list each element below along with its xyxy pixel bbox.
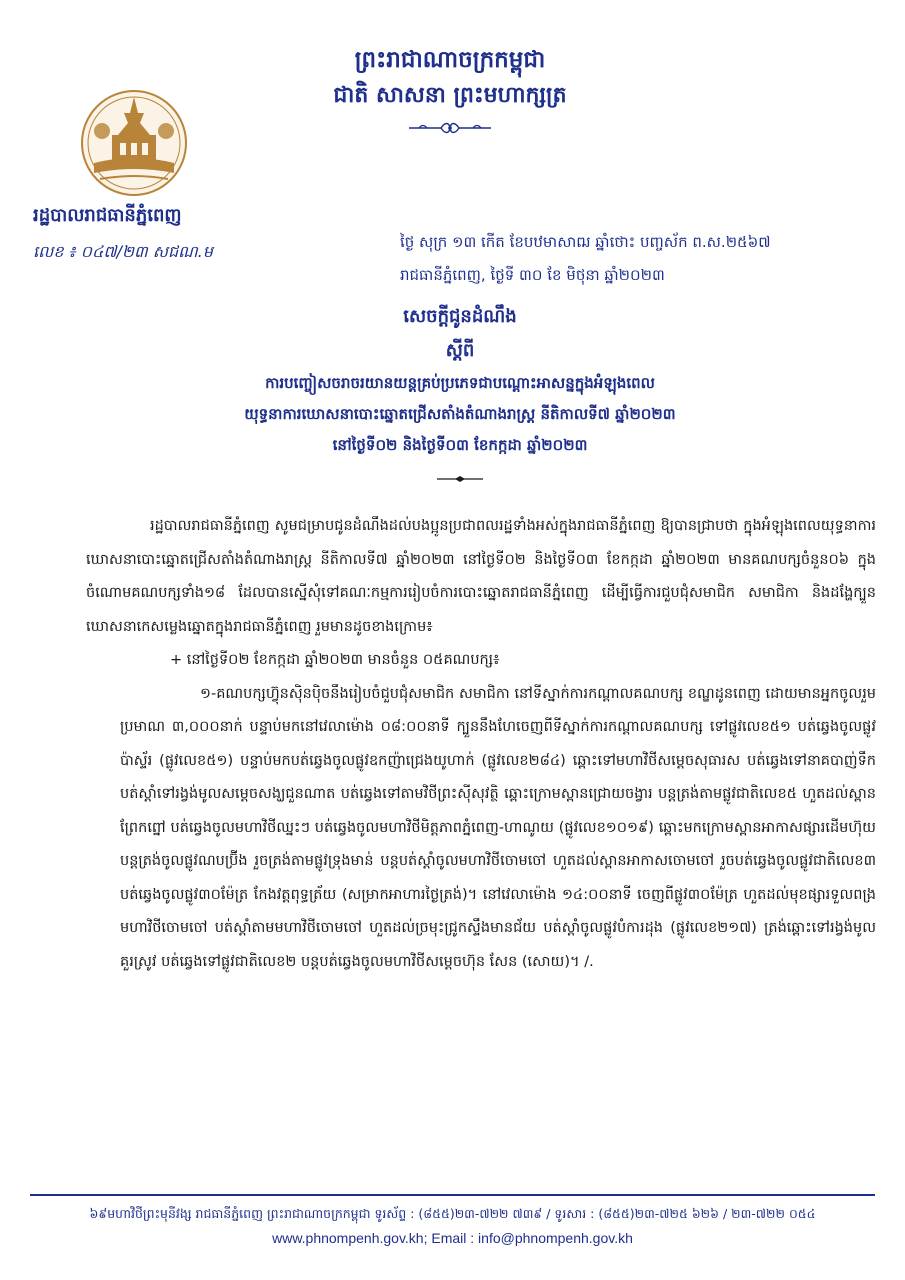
footer-address: ៦៩មហាវិថីព្រះមុនីវង្ស រាជធានីភ្នំពេញ ព្រះរាជាណាចក្រកម្ពុជា ទូរស័ព្ទ : (៨៥៥)២៣-៧២២ ៧៣៩ / ទូរសារ : (៨៥៥)២៣-៧២៥ ៦២៦ / ២៣-៧២២ ០៥៤ [89, 1206, 816, 1221]
title-line-5: នៅថ្ងៃទី០២ និងថ្ងៃទី០៣ ខែកក្កដា ឆ្នាំ២០២៣ [332, 436, 588, 454]
title-line-4: យុទ្ធនាការឃោសនាបោះឆ្នោតជ្រើសតាំងតំណាងរាស្ត្រ នីតិកាលទី៧ ឆ្នាំ២០២៣ [244, 405, 676, 423]
notice-body [86, 510, 876, 979]
title-line-3: ការបញ្ចៀសចរាចរយានយន្តគ្រប់ប្រភេទជាបណ្តោះអាសន្នក្នុងអំឡុងពេល [265, 374, 655, 392]
title-line-1: សេចក្តីជូនដំណឹង [403, 306, 517, 327]
notice-title [160, 300, 760, 483]
footer-rule [30, 1194, 875, 1196]
bullet-date-heading: + នៅថ្ងៃទី០២ ខែកក្កដា ឆ្នាំ២០២៣ មានចំនួន ០៥គណបក្ស៖ [170, 652, 500, 668]
divider-ornament-icon [435, 475, 485, 483]
lunar-date: ថ្ងៃ សុក្រ ១៣ កើត ខែបឋមាសាឍ ឆ្នាំថោះ បញ្ចស័ក ព.ស.២៥៦៧ [400, 233, 771, 251]
kingdom-heading [300, 42, 600, 136]
date-block [400, 226, 880, 292]
kingdom-line-2: ជាតិ សាសនា ព្រះមហាក្សត្រ [333, 83, 567, 108]
ornament-icon [405, 120, 495, 136]
seal-emblem-icon [80, 83, 188, 203]
solar-date: រាជធានីភ្នំពេញ, ថ្ងៃទី ៣០ ខែ មិថុនា ឆ្នាំ២០២៣ [400, 266, 665, 284]
footer-web-email: www.phnompenh.gov.kh; Email : info@phnompenh.gov.kh [272, 1230, 633, 1246]
route-item-1: ១-គណបក្សហ៊្វុនស៊ិនប៉ិចនឹងរៀបចំជួបជុំសមាជិក សមាជិកា នៅទីស្នាក់ការកណ្តាលគណបក្ស ខណ្ឌដូនពេញ ដោយមានអ្នកចូលរួមប្រមាណ ៣,០០០នាក់ បន្ទាប់មកនៅវេលាម៉ោង ០៨:០០នាទី ក្បួននឹងហែចេញពីទីស្នាក់ការកណ្តាលគណបក្ស ទៅផ្លូវលេខ៥១ បត់ឆ្វេងចូលផ្លូវប៉ាស្ទ័រ (ផ្លូវលេខ៥១) បន្ទាប់មកបត់ឆ្វេងចូលផ្លូវឧកញ៉ាជ្រេងយូហាក់ (ផ្លូវលេខ២៨៤) ឆ្ពោះទៅមហាវិថីសម្តេចសុធារស បត់ឆ្វេងទៅនាគបាញ់ទឹក បត់ស្តាំទៅរង្វង់មូលសម្តេចសង្ឃជួនណាត បត់ឆ្វេងទៅតាមវិថីព្រះស៊ីសុវត្ថិ ឆ្ពោះក្រោមស្ពានជ្រោយចង្វារ បន្តត្រង់តាមផ្លូវជាតិលេខ៥ ហួតដល់ស្ពានព្រែកព្នៅ បត់ឆ្វេងចូលមហាវិថីឈ្នះៗ បត់ឆ្វេងចូលមហាវិថីមិត្តភាពភ្នំពេញ-ហាណូយ (ផ្លូវលេខ១០១៩) ឆ្ពោះមកក្រោមស្ពានអាកាសផ្សារដើមហ៊ុយ បន្តត្រង់ចូលផ្លូវណបប្រ៊ីង រួចត្រង់តាមផ្លូវទ្រុងមាន់ បន្តបត់ស្តាំចូលមហាវិថីចោមចៅ ហួតដល់ស្ពានអាកាសចោមចៅ រួចបត់ឆ្វេងចូលផ្លូវជាតិលេខ៣ បត់ឆ្វេងចូលផ្លូវ៣០ម៉ែត្រ កែងវត្តពុទ្ធត្រ័យ (សម្រាកអាហារថ្ងៃត្រង់)។ នៅវេលាម៉ោង ១៤:០០នាទី ចេញពីផ្លូវ៣០ម៉ែត្រ ហួតដល់មុខផ្សារទួលពង្រ មហាវិថីចោមចៅ បត់ស្តាំតាមមហាវិថីចោមចៅ ហួតដល់ច្រមុះជ្រូកស្ទឹងមានជ័យ បត់ស្តាំចូលផ្លូវបំការដុង (ផ្លូវលេខ២១៧) ត្រង់ឆ្ពោះទៅរង្វង់មូលគួរស្រូវ បត់ឆ្វេងទៅផ្លូវជាតិលេខ២ បន្តបត់ឆ្វេងចូលមហាវិថីសម្តេចហ៊ុន សែន (សោយ)។ /. [120, 685, 876, 970]
kingdom-line-1: ព្រះរាជាណាចក្រកម្ពុជា [354, 47, 546, 73]
title-line-2: ស្តីពី [445, 340, 475, 361]
footer [30, 1202, 875, 1250]
reference-number: លេខ ៖ ០៤៧/២៣ សជណ.ម [33, 242, 213, 261]
authority-name: រដ្ឋបាលរាជធានីភ្នំពេញ [33, 205, 182, 226]
intro-paragraph: រដ្ឋបាលរាជធានីភ្នំពេញ សូមជម្រាបជូនដំណឹងដល់បងប្អូនប្រជាពលរដ្ឋទាំងអស់ក្នុងរាជធានីភ្នំពេញ ឱ្យបានជ្រាបថា ក្នុងអំឡុងពេលយុទ្ធនាការឃោសនាបោះឆ្នោតជ្រើសតាំងតំណាងរាស្ត្រ នីតិកាលទី៧ ឆ្នាំ២០២៣ នៅថ្ងៃទី០២ និងថ្ងៃទី០៣ ខែកក្កដា ឆ្នាំ២០២៣ មានគណបក្សចំនួន០៦ ក្នុងចំណោមគណបក្សទាំង១៨ ដែលបានស្នើសុំទៅគណៈកម្មការរៀបចំការបោះឆ្នោតរាជធានីភ្នំពេញ ដើម្បីធ្វើការជួបជុំសមាជិក សមាជិកា និងដង្ហែក្បួនឃោសនាកេសម្លេងឆ្នោតក្នុងរាជធានីភ្នំពេញ រួមមានដូចខាងក្រោម៖ [86, 518, 876, 635]
